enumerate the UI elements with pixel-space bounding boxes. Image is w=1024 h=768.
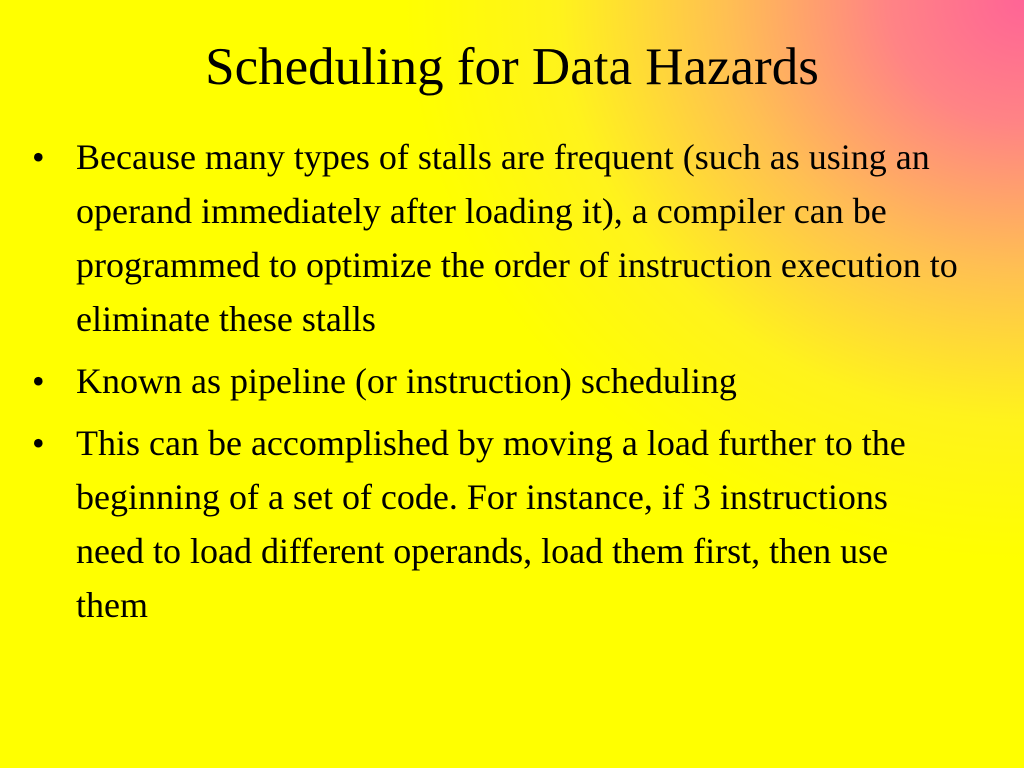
bullet-item-pipeline-scheduling bbox=[32, 354, 962, 408]
slide-title: Scheduling for Data Hazards bbox=[205, 38, 819, 96]
bullet-icon: • bbox=[32, 137, 45, 177]
bullet-text: Known as pipeline (or instruction) scheduling bbox=[76, 361, 737, 401]
bullet-text: Because many types of stalls are frequent (such as using an operand immediately after loading it), a compiler can be programmed to optimize the order of instruction execution to eliminate these stalls bbox=[76, 137, 958, 339]
bullet-icon: • bbox=[32, 361, 45, 401]
bullet-item-stalls bbox=[32, 130, 962, 346]
bullet-item-moving-load bbox=[32, 416, 962, 632]
bullet-list bbox=[32, 130, 962, 640]
bullet-text: This can be accomplished by moving a load further to the beginning of a set of code. For instance, if 3 instructions need to load different operands, load them first, then use them bbox=[76, 423, 906, 625]
bullet-icon: • bbox=[32, 423, 45, 463]
